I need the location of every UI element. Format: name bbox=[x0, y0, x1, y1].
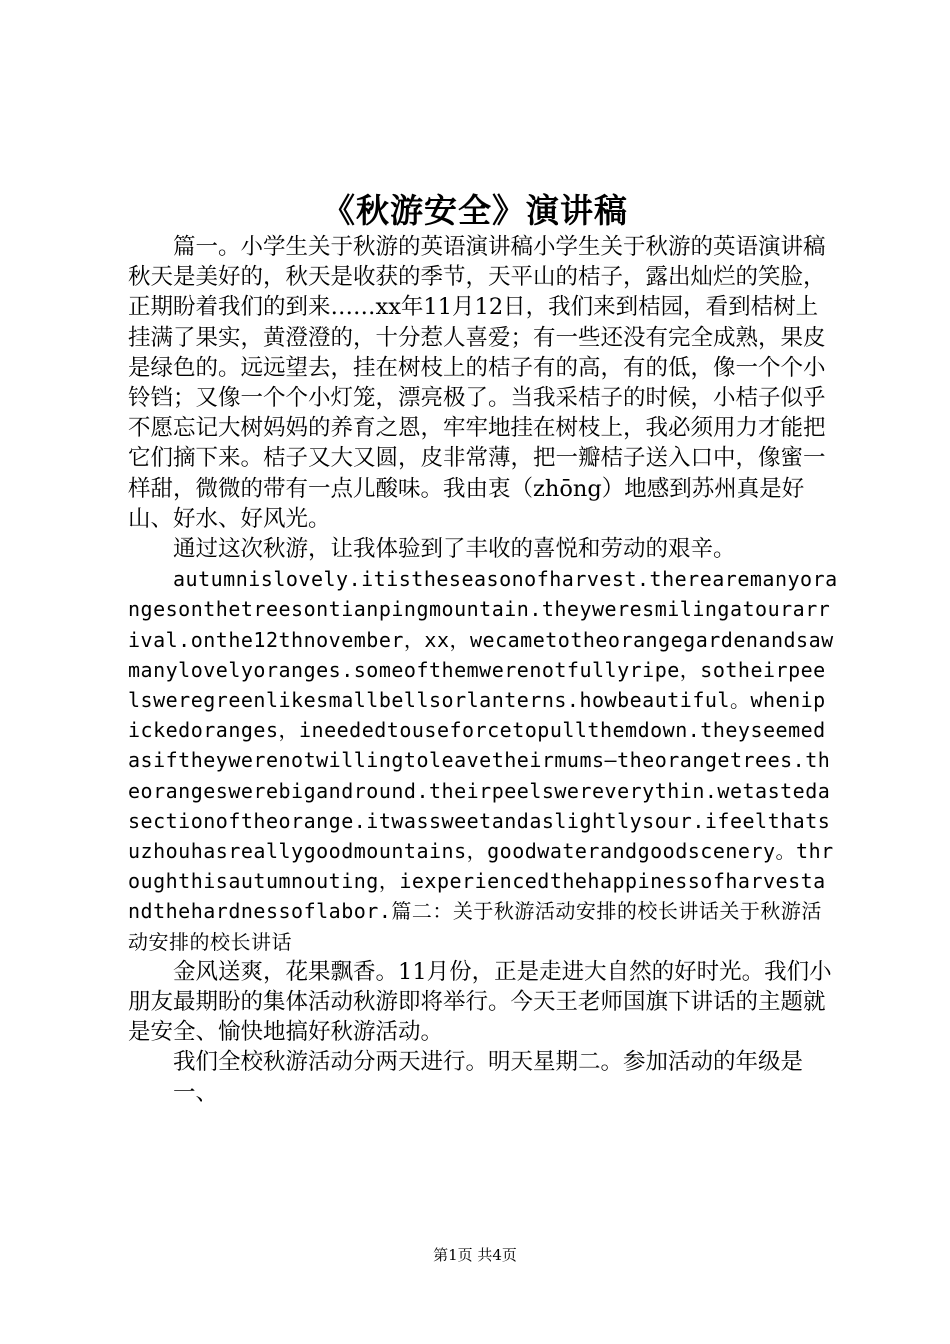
paragraph: 我们全校秋游活动分两天进行。明天星期二。参加活动的年级是 bbox=[173, 1049, 804, 1076]
paragraph: 一、 bbox=[173, 1079, 219, 1106]
paragraph-english: autumnislovely.itistheseasonofharvest.therearemanyorangesonthetreesontianpingmountain.theyweresmilingatourarrival.onthe12thnovember，xx，wecametotheorangegardenandsawmanylovelyoranges.someofthemwerenotfullyripe，sotheirpeelsweregreenlikesmallbellsorlanterns.howbeautiful。whenipickedoranges，ineededtouseforcetopullthemdown.theyseemedasiftheywerenotwillingtoleavetheirmums—theorangetrees.theorangeswerebigandround.theirpeelswereverythin.wetastedasectionoftheorange.itwassweetandaslightlysour.ifeelthatsuzhouhasreallygoodmountains，goodwaterandgoodscenery。throughthisautumnouting，iexperiencedthehappinessofharvestandthehardnessoflabor.篇二：关于秋游活动安排的校长讲话关于秋游活动安排的校长讲话 bbox=[128, 567, 838, 954]
paragraph: 金风送爽，花果飘香。11月份，正是走进大自然的好时光。我们小朋友最期盼的集体活动秋游即将举行。今天王老师国旗下讲话的主题就是安全、愉快地搞好秋游活动。 bbox=[128, 958, 832, 1046]
paragraph: 通过这次秋游，让我体验到了丰收的喜悦和劳动的艰辛。 bbox=[173, 536, 736, 563]
page-footer: 第1页 共4页 bbox=[433, 1246, 517, 1264]
document-title: 《秋游安全》演讲稿 bbox=[322, 191, 628, 230]
document-body bbox=[128, 232, 838, 1108]
paragraph: 篇一。小学生关于秋游的英语演讲稿小学生关于秋游的英语演讲稿秋天是美好的，秋天是收获的季节，天平山的桔子，露出灿烂的笑脸，正期盼着我们的到来……xx年11月12日，我们来到桔园，看到桔树上挂满了果实，黄澄澄的，十分惹人喜爱；有一些还没有完全成熟，果皮是绿色的。远远望去，挂在树枝上的桔子有的高，有的低，像一个个小铃铛；又像一个个小灯笼，漂亮极了。当我采桔子的时候，小桔子似乎不愿忘记大树妈妈的养育之恩，牢牢地挂在树枝上，我必须用力才能把它们摘下来。桔子又大又圆，皮非常薄，把一瓣桔子送入口中，像蜜一样甜，微微的带有一点儿酸味。我由衷（zhōng）地感到苏州真是好山、好水、好风光。 bbox=[128, 234, 826, 532]
